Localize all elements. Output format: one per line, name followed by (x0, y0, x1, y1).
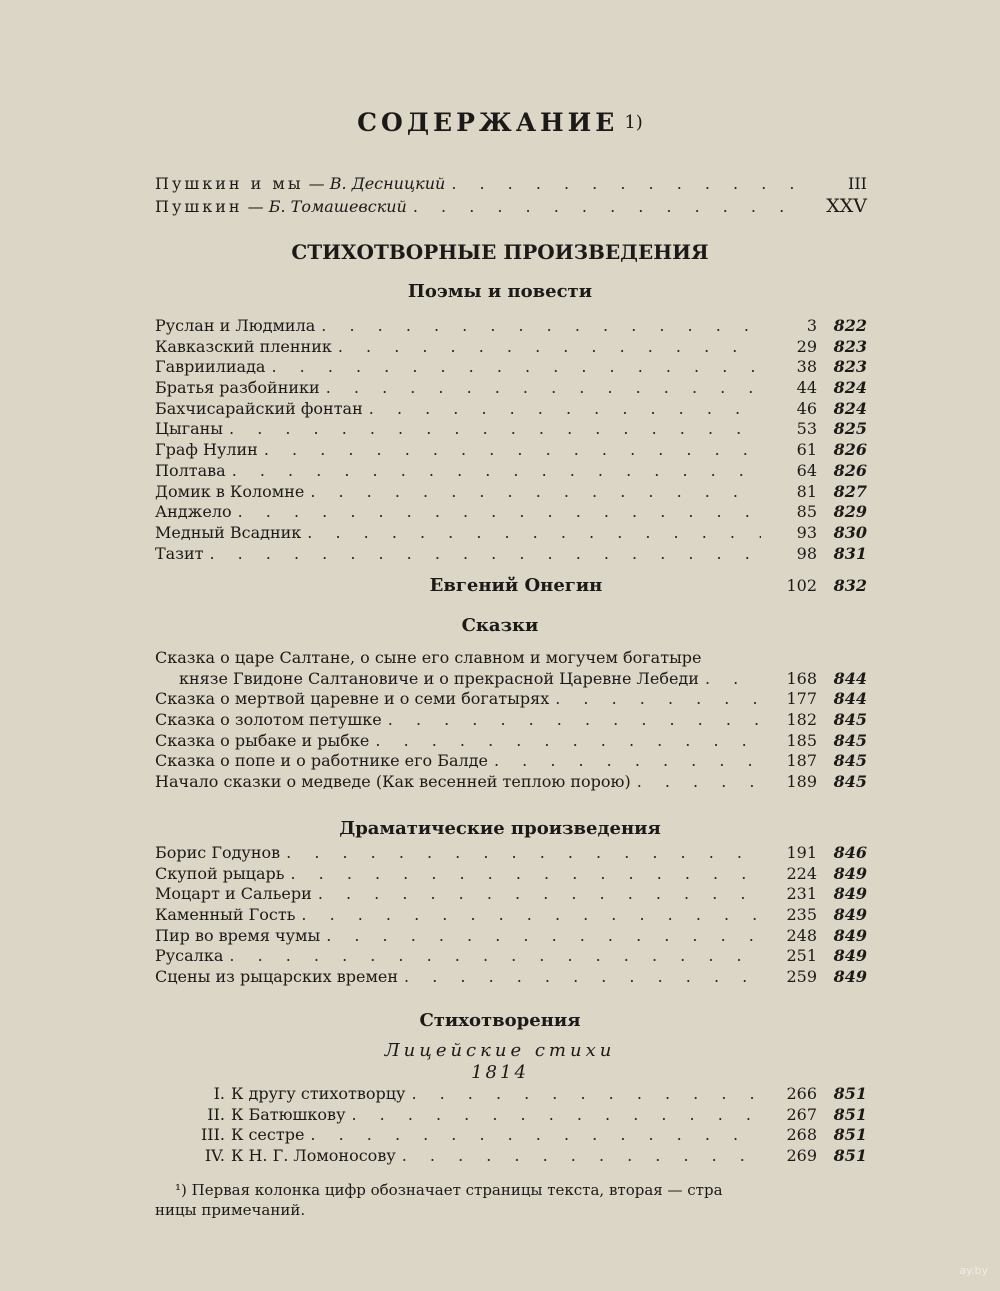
leader-dots (555, 689, 761, 708)
toc-entry[interactable] (155, 751, 867, 772)
toc-entry[interactable] (155, 843, 867, 864)
entry-page: 267 (786, 1104, 817, 1124)
leader-dots (451, 174, 801, 193)
entry-page: 231 (786, 884, 817, 904)
toc-entry[interactable] (155, 461, 867, 482)
entry-page: 251 (786, 946, 817, 966)
toc-entry[interactable] (155, 195, 867, 219)
entry-page: XXV (826, 194, 867, 217)
entry-notes-page: 831 (833, 543, 867, 563)
toc-entry[interactable] (155, 905, 867, 926)
entry-page: 235 (786, 905, 817, 925)
leader-dots (326, 926, 761, 945)
footnote (155, 1180, 865, 1220)
leader-dots (209, 544, 761, 563)
entry-number: II. (207, 1104, 225, 1124)
entry-page: 44 (796, 378, 817, 398)
drama-list (155, 843, 867, 988)
part-title: СТИХОТВОРНЫЕ ПРОИЗВЕДЕНИЯ (291, 240, 709, 264)
entry-title: Пушкин и мы (155, 174, 304, 193)
entry-title (165, 1125, 304, 1144)
entry-title: Братья разбойники (155, 378, 320, 398)
entry-title-text: К Н. Г. Ломоносову (231, 1146, 396, 1166)
page-title (0, 108, 1000, 137)
entry-page: 98 (796, 543, 817, 563)
entry-notes-page: 851 (833, 1146, 867, 1166)
entry-title: Гавриилиада (155, 357, 266, 377)
leader-dots (271, 357, 761, 376)
entry-page: 191 (786, 843, 817, 862)
toc-entry[interactable] (165, 1146, 867, 1167)
poems-list (155, 316, 867, 564)
toc-entry[interactable] (165, 1084, 867, 1105)
toc-entry[interactable] (155, 440, 867, 461)
entry-page: 266 (786, 1084, 817, 1103)
entry-notes-page: 845 (833, 772, 867, 792)
entry-notes-page: 851 (833, 1084, 867, 1103)
leader-dots (351, 1105, 761, 1124)
entry-page: 64 (796, 460, 817, 480)
entry-page: 53 (796, 419, 817, 439)
toc-entry[interactable] (155, 357, 867, 378)
entry-author: Б. Томашевский (268, 196, 407, 216)
section-heading-drama: Драматические произведения (339, 818, 661, 839)
footnote-line-2: ницы примечаний. (155, 1201, 306, 1219)
toc-entry[interactable] (155, 174, 867, 195)
toc-entry-line[interactable] (155, 648, 867, 669)
toc-entry[interactable] (155, 316, 867, 337)
entry-notes-page: 851 (833, 1125, 867, 1145)
leader-dots (369, 399, 761, 418)
entry-page: 168 (786, 668, 817, 688)
entry-page: 93 (796, 522, 817, 542)
entry-notes-page: 830 (833, 522, 867, 542)
leader-dots (229, 946, 761, 965)
leader-dots (238, 502, 761, 521)
title-text: СОДЕРЖАНИЕ (357, 108, 619, 137)
leader-dots (375, 731, 761, 750)
entry-title: Бахчисарайский фонтан (155, 398, 363, 418)
leader-dots (494, 751, 761, 770)
leader-dots (404, 967, 761, 986)
leader-dots (338, 337, 761, 356)
leader-dots (307, 523, 761, 542)
entry-title: Домик в Коломне (155, 481, 305, 501)
entry-title: Медный Всадник (155, 522, 302, 542)
toc-entry[interactable] (155, 482, 867, 503)
toc-entry[interactable] (155, 946, 867, 967)
entry-page: 177 (786, 689, 817, 709)
entry-notes-page: 824 (833, 398, 867, 418)
entry-notes-page: 823 (833, 357, 867, 377)
toc-entry[interactable] (165, 1125, 867, 1146)
entry-page: 85 (796, 502, 817, 522)
leader-dots (229, 419, 761, 438)
entry-page: 189 (786, 772, 817, 792)
toc-entry[interactable] (155, 502, 867, 523)
entry-title: Сказка о попе и о работнике его Балде (155, 751, 488, 771)
entry-title: Сказка о золотом петушке (155, 710, 382, 730)
toc-entry[interactable] (155, 399, 867, 420)
entry-notes-page: 829 (833, 502, 867, 522)
entry-page: 187 (786, 751, 817, 771)
leader-dots (705, 669, 761, 688)
entry-title: Граф Нулин (155, 440, 258, 460)
toc-entry[interactable] (155, 926, 867, 947)
entry-page: 268 (786, 1125, 817, 1145)
leader-dots (388, 710, 761, 729)
entry-title: Сказка о царе Салтане, о сыне его славном и могучем богатыре (155, 648, 702, 667)
toc-entry[interactable] (155, 689, 867, 710)
leader-dots (301, 905, 761, 924)
entry-notes-page: 844 (833, 668, 867, 688)
entry-title: Сказка о рыбаке и рыбке (155, 730, 370, 750)
subheading-lyceum: Лицейские стихи (384, 1040, 616, 1061)
entry-title: Начало сказки о медведе (Как весенней теплою порою) (155, 772, 631, 792)
entry-dash: — (303, 174, 330, 193)
entry-notes-page: 845 (833, 751, 867, 771)
section-heading-poems: Поэмы и повести (407, 281, 593, 302)
watermark: ay.by (959, 1264, 988, 1277)
entry-title: Анджело (155, 502, 232, 522)
entry-title: Кавказский пленник (155, 336, 332, 356)
entry-notes-page: 845 (833, 730, 867, 750)
entry-page: 248 (786, 925, 817, 945)
leader-dots (310, 1125, 761, 1144)
entry-page: 102 (786, 576, 817, 595)
entry-notes-page: 849 (833, 967, 867, 987)
entry-title: Сцены из рыцарских времен (155, 967, 399, 987)
entry-title: Пир во время чумы (155, 925, 321, 945)
entry-page: III (848, 174, 867, 193)
leader-dots (264, 440, 761, 459)
toc-entry[interactable] (155, 337, 867, 358)
leader-dots (286, 843, 761, 862)
entry-notes-page: 832 (833, 576, 867, 595)
leader-dots (637, 772, 761, 791)
entry-title: Русалка (155, 946, 224, 966)
entry-page: 81 (796, 481, 817, 501)
entry-notes-page: 827 (833, 481, 867, 501)
entry-title: Моцарт и Сальери (155, 884, 312, 904)
leader-dots (413, 197, 801, 216)
entry-title: Борис Годунов (155, 843, 281, 862)
entry-page: 3 (806, 316, 817, 335)
section-heading-verses: Стихотворения (419, 1010, 581, 1031)
toc-entry[interactable] (155, 544, 867, 565)
toc-entry[interactable] (155, 884, 867, 905)
entry-title-continued: князе Гвидоне Салтановиче и о прекрасной Царевне Лебеди (179, 668, 699, 688)
entry-page: 269 (786, 1146, 817, 1166)
year-heading: 1814 (471, 1062, 529, 1083)
entry-title: Евгений Онегин (429, 575, 603, 596)
entry-page: 46 (796, 398, 817, 418)
leader-dots (318, 884, 761, 903)
entry-notes-page: 851 (833, 1104, 867, 1124)
entry-notes-page: 849 (833, 905, 867, 925)
entry-notes-page: 826 (833, 440, 867, 460)
toc-entry[interactable] (155, 710, 867, 731)
entry-title-text: К другу стихотворцу (231, 1084, 406, 1103)
entry-author: В. Десницкий (329, 174, 446, 193)
entry-page: 182 (786, 710, 817, 730)
entry-notes-page: 824 (833, 378, 867, 398)
toc-entry[interactable] (155, 669, 867, 690)
footnote-line-1: ¹) Первая колонка цифр обозначает страницы текста, вторая — стра (175, 1181, 723, 1199)
entry-notes-page: 845 (833, 710, 867, 730)
toc-entry-onegin[interactable] (155, 575, 867, 597)
entry-page: 224 (786, 863, 817, 883)
leader-dots (310, 482, 761, 501)
entry-title: Пушкин (155, 196, 243, 216)
entry-title: Цыганы (155, 419, 224, 439)
entry-title: Руслан и Людмила (155, 316, 316, 335)
section-heading-tales: Сказки (461, 615, 539, 636)
entry-title: Полтава (155, 460, 226, 480)
entry-title-text: К сестре (231, 1125, 305, 1145)
leader-dots (232, 461, 761, 480)
entry-title (165, 1105, 345, 1124)
entry-page: 61 (796, 440, 817, 460)
tales-list (155, 648, 867, 793)
entry-number: III. (200, 1125, 225, 1145)
title-footnote-mark: 1) (624, 112, 643, 133)
entry-notes-page: 846 (833, 843, 867, 862)
entry-dash: — (242, 196, 269, 216)
entry-notes-page: 826 (833, 460, 867, 480)
entry-page: 185 (786, 730, 817, 750)
entry-number: I. (213, 1084, 225, 1103)
toc-entry[interactable] (155, 378, 867, 399)
entry-title-text: К Батюшкову (231, 1104, 346, 1124)
entry-notes-page: 849 (833, 925, 867, 945)
entry-notes-page: 844 (833, 689, 867, 709)
entry-page: 29 (796, 336, 817, 356)
toc-entry[interactable] (155, 864, 867, 885)
entry-title: Сказка о мертвой царевне и о семи богатырях (155, 689, 550, 709)
leader-dots (402, 1146, 761, 1165)
toc-entry[interactable] (155, 419, 867, 440)
toc-entry[interactable] (155, 772, 867, 793)
entry-title: Каменный Гость (155, 905, 296, 925)
entry-notes-page: 849 (833, 884, 867, 904)
leader-dots (321, 316, 761, 335)
toc-entry[interactable] (155, 967, 867, 988)
toc-entry[interactable] (165, 1105, 867, 1126)
entry-title (165, 1084, 405, 1103)
toc-entry[interactable] (155, 731, 867, 752)
leader-dots (290, 864, 761, 883)
leader-dots (411, 1084, 761, 1103)
entry-notes-page: 823 (833, 336, 867, 356)
verses-list (165, 1084, 867, 1167)
entry-notes-page: 822 (833, 316, 867, 335)
entry-page: 259 (786, 967, 817, 987)
front-matter-list (155, 174, 867, 219)
entry-notes-page: 825 (833, 419, 867, 439)
entry-number: IV. (204, 1146, 225, 1166)
entry-title: Скупой рыцарь (155, 863, 285, 883)
entry-title (165, 1146, 396, 1165)
entry-page: 38 (796, 357, 817, 377)
entry-notes-page: 849 (833, 946, 867, 966)
entry-notes-page: 849 (833, 863, 867, 883)
leader-dots (326, 378, 761, 397)
toc-entry[interactable] (155, 523, 867, 544)
entry-title: Тазит (155, 543, 204, 563)
